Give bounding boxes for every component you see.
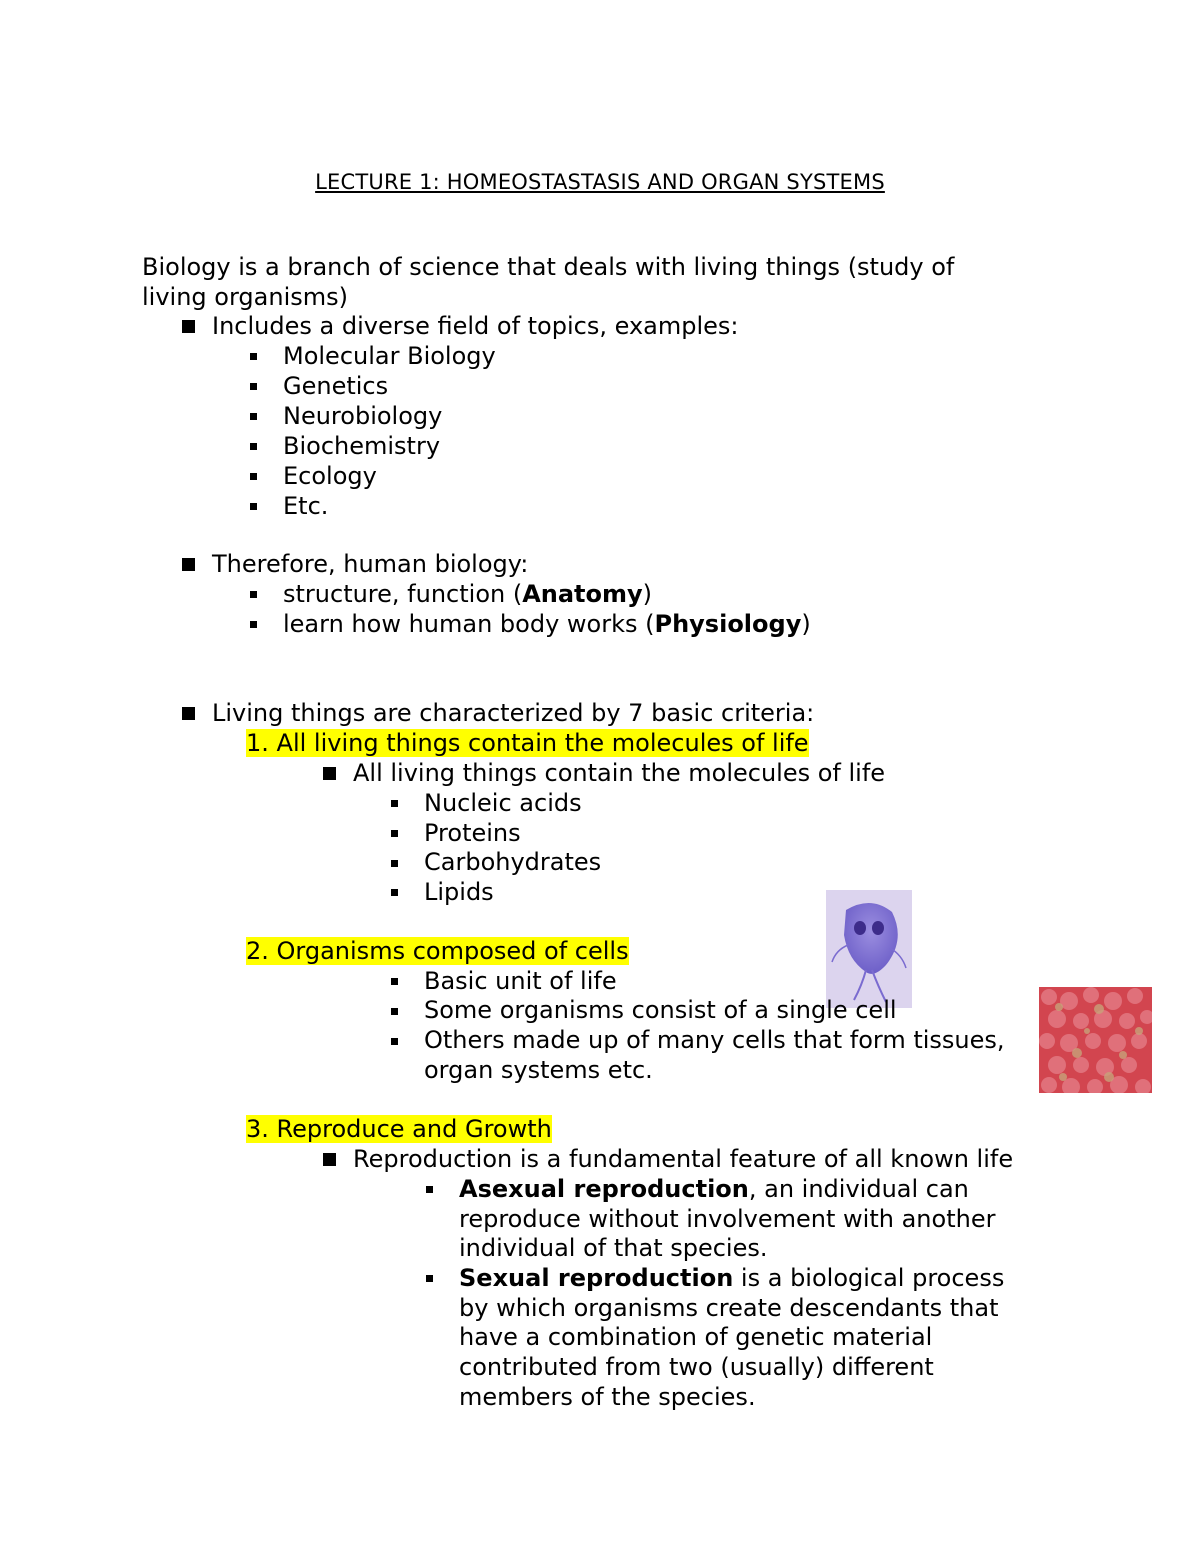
criterion-1-sub: All living things contain the molecules of life [353, 759, 886, 787]
square-bullet-icon [323, 1153, 336, 1166]
list-item: Ecology [283, 462, 377, 490]
list-item: Genetics [283, 372, 389, 400]
sexual-line-1: Sexual reproduction is a biological process [459, 1264, 1005, 1292]
list-item: Lipids [424, 878, 494, 906]
criterion-1-title: 1. All living things contain the molecules of life [246, 729, 809, 757]
square-bullet-icon [182, 320, 195, 333]
small-square-bullet-icon [426, 1186, 433, 1193]
criterion-3-sub: Reproduction is a fundamental feature of all known life [353, 1145, 1014, 1173]
asexual-line-2: reproduce without involvement with another [459, 1205, 996, 1233]
asexual-line-3: individual of that species. [459, 1234, 768, 1262]
protozoa-illustration [826, 890, 912, 1008]
sexual-line-5: members of the species. [459, 1383, 756, 1411]
square-bullet-icon [323, 767, 336, 780]
sexual-term: Sexual reproduction [459, 1264, 734, 1292]
small-square-bullet-icon [250, 473, 257, 480]
criterion-2-title: 2. Organisms composed of cells [246, 937, 629, 965]
square-bullet-icon [182, 707, 195, 720]
small-square-bullet-icon [250, 621, 257, 628]
small-square-bullet-icon [391, 830, 398, 837]
list-item: Carbohydrates [424, 848, 602, 876]
asexual-term: Asexual reproduction [459, 1175, 749, 1203]
small-square-bullet-icon [391, 800, 398, 807]
small-square-bullet-icon [250, 413, 257, 420]
small-square-bullet-icon [391, 889, 398, 896]
list-item: Etc. [283, 492, 329, 520]
small-square-bullet-icon [426, 1275, 433, 1282]
small-square-bullet-icon [250, 591, 257, 598]
physiology-term: Physiology [654, 610, 802, 638]
small-square-bullet-icon [250, 503, 257, 510]
small-square-bullet-icon [250, 353, 257, 360]
small-square-bullet-icon [250, 383, 257, 390]
sexual-line-2: by which organisms create descendants that [459, 1294, 999, 1322]
criteria-heading: Living things are characterized by 7 basic criteria: [212, 699, 815, 727]
list-item: Others made up of many cells that form tissues, [424, 1026, 1005, 1054]
criterion-3-title: 3. Reproduce and Growth [246, 1115, 552, 1143]
small-square-bullet-icon [391, 1008, 398, 1015]
list-item-continuation: organ systems etc. [424, 1056, 653, 1084]
list-item-anatomy: structure, function (Anatomy) [283, 580, 653, 608]
sexual-line-4: contributed from two (usually) different [459, 1353, 934, 1381]
small-square-bullet-icon [250, 443, 257, 450]
small-square-bullet-icon [391, 1038, 398, 1045]
page-title: LECTURE 1: HOMEOSTASTASIS AND ORGAN SYSTEMS [315, 170, 885, 194]
list-item: Some organisms consist of a single cell [424, 996, 897, 1024]
list-item: Nucleic acids [424, 789, 582, 817]
list-item: Neurobiology [283, 402, 443, 430]
intro-line-2: living organisms) [142, 283, 348, 311]
list-item: Proteins [424, 819, 521, 847]
square-bullet-icon [182, 558, 195, 571]
small-square-bullet-icon [391, 860, 398, 867]
anatomy-term: Anatomy [522, 580, 643, 608]
topics-heading: Includes a diverse field of topics, examples: [212, 312, 739, 340]
list-item: Basic unit of life [424, 967, 617, 995]
tissue-cells-image [1039, 987, 1152, 1093]
sexual-line-3: have a combination of genetic material [459, 1323, 933, 1351]
list-item: Molecular Biology [283, 342, 496, 370]
list-item-physiology: learn how human body works (Physiology) [283, 610, 811, 638]
asexual-line-1: Asexual reproduction, an individual can [459, 1175, 969, 1203]
intro-line-1: Biology is a branch of science that deals with living things (study of [142, 253, 955, 281]
human-biology-heading: Therefore, human biology: [212, 550, 529, 578]
list-item: Biochemistry [283, 432, 441, 460]
red-blood-cells-illustration [1039, 987, 1152, 1093]
small-square-bullet-icon [391, 978, 398, 985]
cell-organism-image [826, 890, 912, 1008]
